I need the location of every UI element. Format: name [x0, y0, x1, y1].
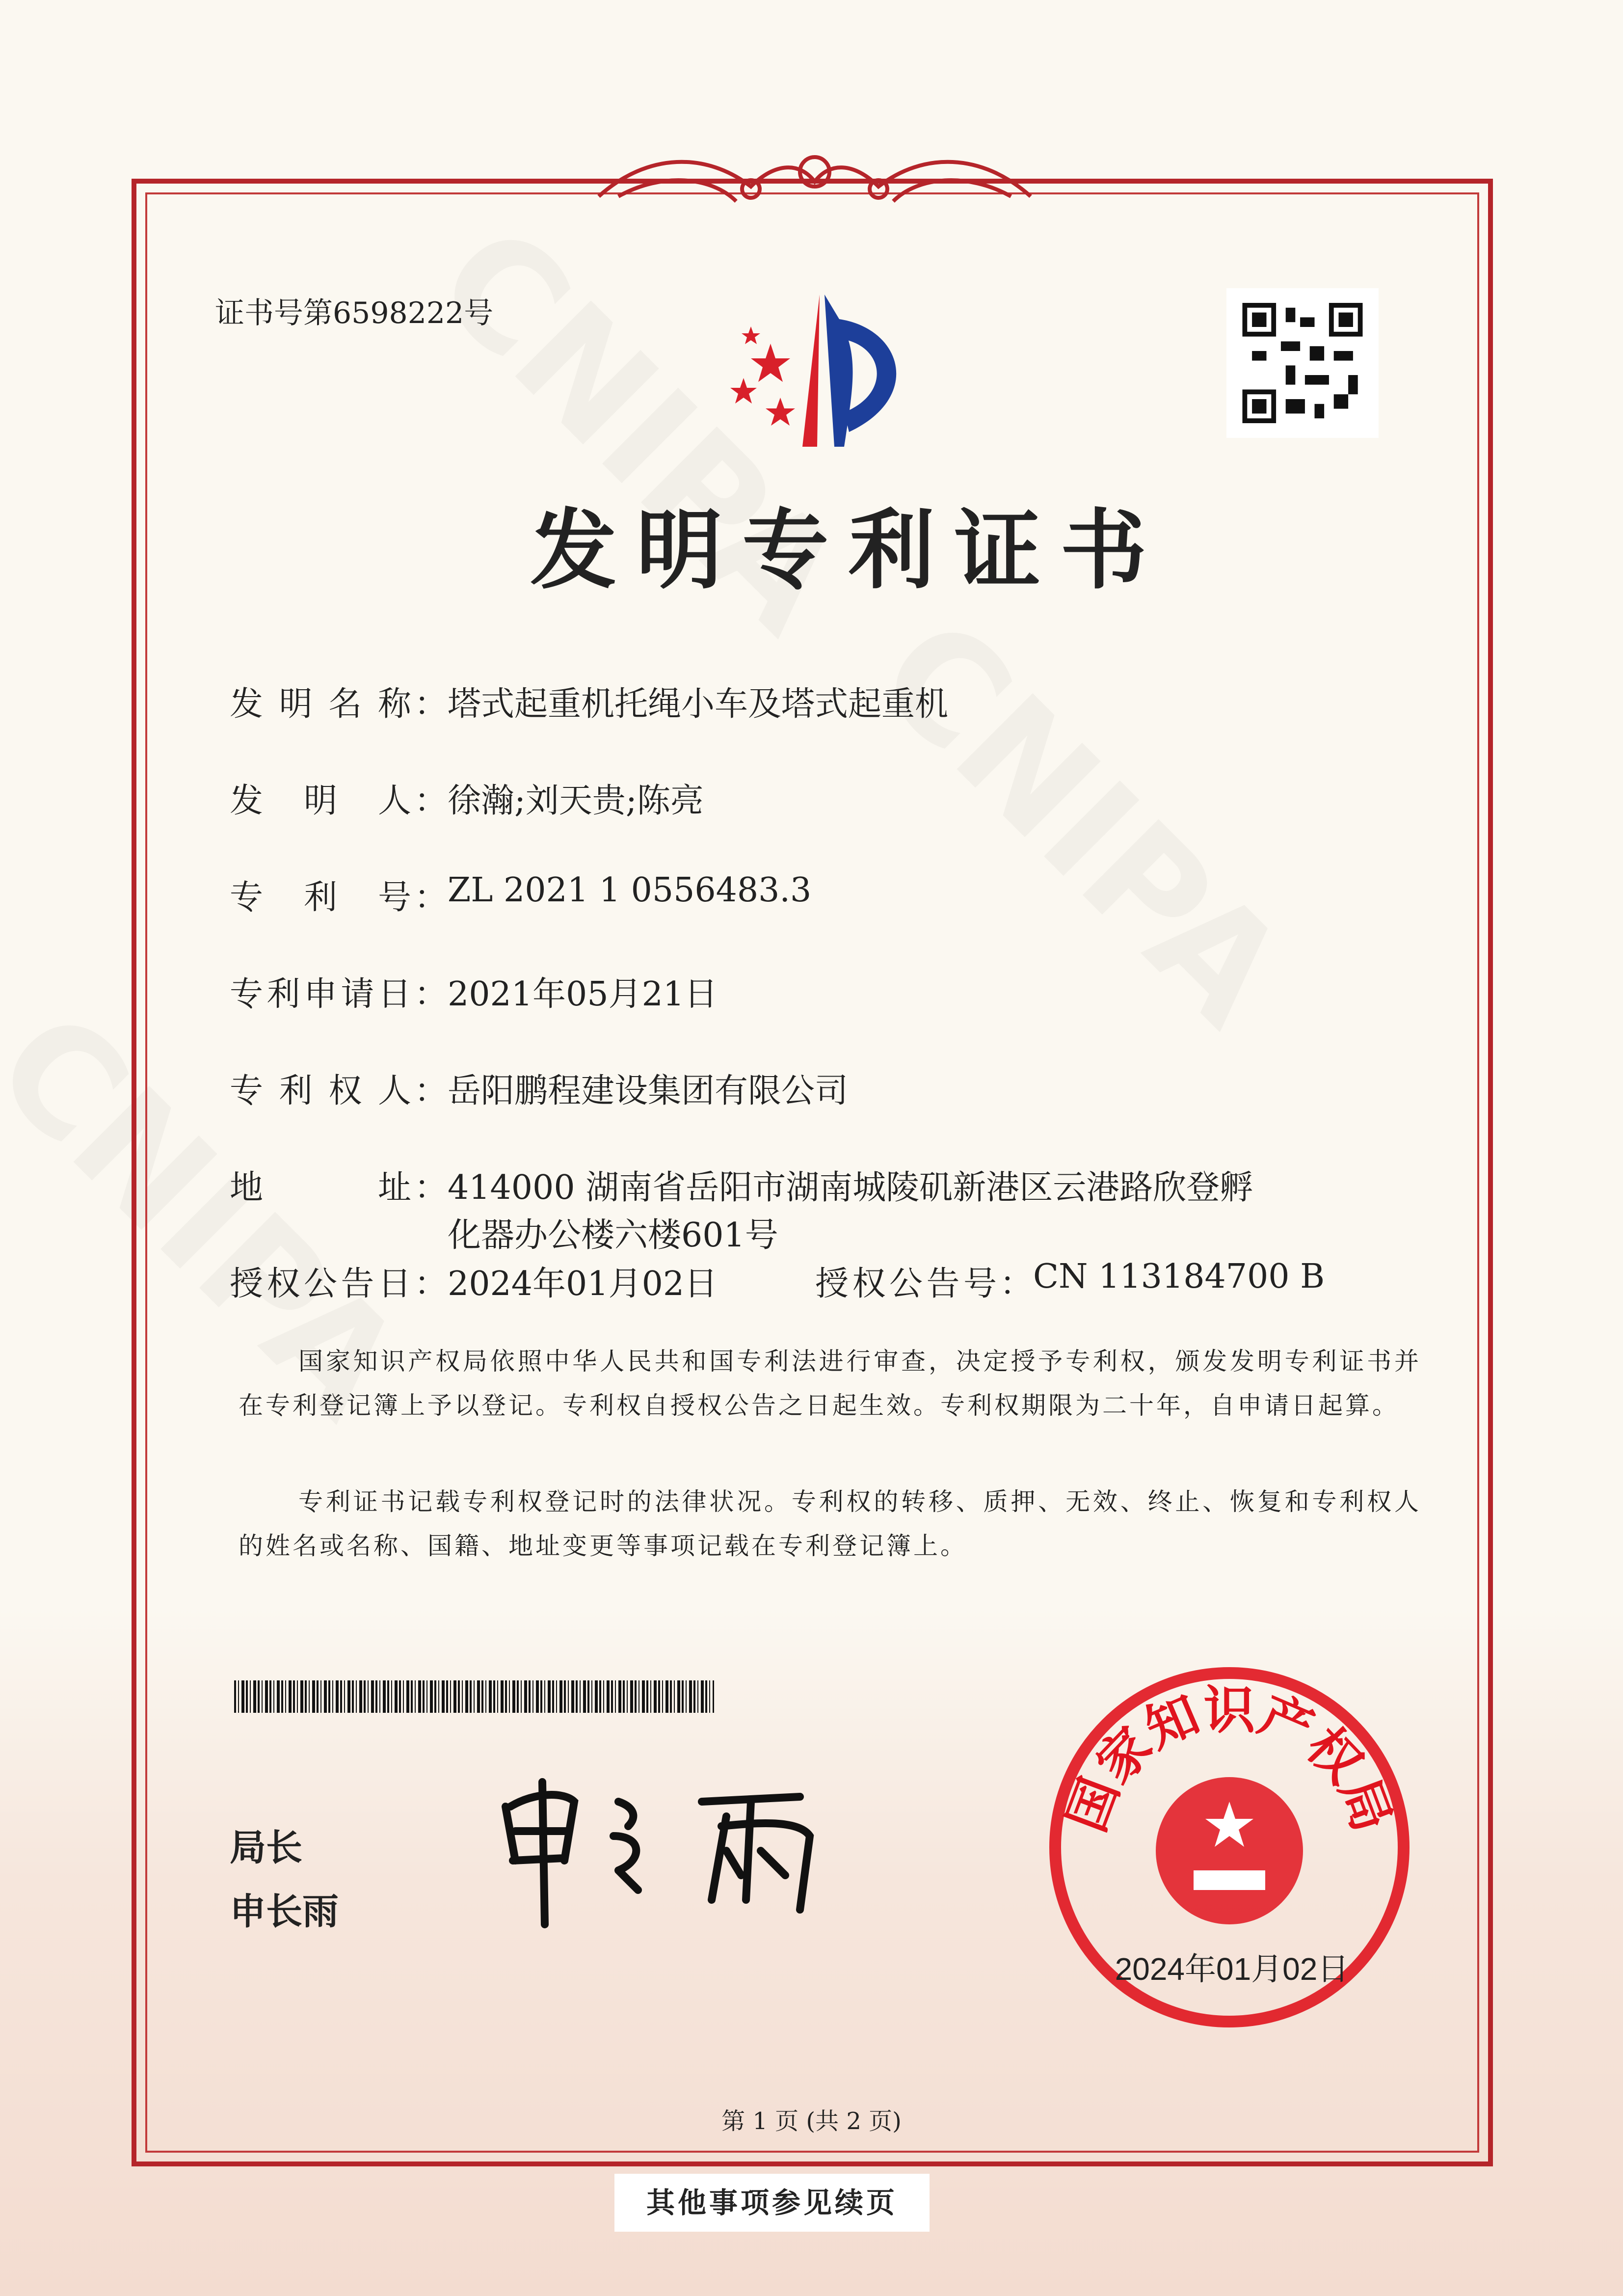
label-text — [230, 1257, 411, 1305]
label-char: 告 — [926, 1265, 960, 1303]
label-char: 授 — [815, 1265, 849, 1303]
field-value: 徐瀚;刘天贵;陈亮 — [448, 782, 704, 820]
label-text — [230, 1064, 411, 1112]
cnipa-logo-icon — [697, 285, 932, 471]
label-text — [815, 1257, 997, 1305]
field-value: 岳阳鹏程建设集团有限公司 — [448, 1072, 849, 1110]
qr-code — [1226, 288, 1379, 438]
label-text — [230, 871, 411, 918]
top-ornament-icon — [589, 142, 1040, 216]
field-label — [230, 968, 448, 1015]
continued-note: 其他事项参见续页 — [614, 2174, 930, 2232]
label-char: 称 — [377, 685, 411, 724]
label-text — [230, 968, 411, 1015]
field-value: 塔式起重机托绳小车及塔式起重机 — [448, 685, 949, 724]
chief-title: 局长 — [230, 1827, 302, 1869]
field-label — [230, 1257, 448, 1305]
field-label — [230, 677, 448, 725]
field-value: 2024年01月02日 — [448, 1265, 718, 1303]
label-char: 发 — [230, 685, 264, 724]
field-invention-name — [230, 677, 948, 725]
field-inventors — [230, 774, 704, 822]
label-char: 公 — [303, 1265, 337, 1303]
label-char: 专 — [230, 975, 264, 1014]
field-label — [230, 1064, 448, 1112]
field-value — [448, 1161, 1253, 1256]
field-address — [230, 1161, 1253, 1256]
label-char: 名 — [328, 685, 362, 724]
colon: ： — [414, 1072, 448, 1110]
page-number: 第 1 页 (共 2 页) — [721, 2107, 902, 2135]
field-application-date — [230, 968, 718, 1015]
colon: ： — [414, 878, 448, 917]
label-char: 告 — [341, 1265, 374, 1303]
label-text — [230, 1161, 411, 1256]
field-patent-number — [230, 871, 811, 918]
label-char: 公 — [889, 1265, 923, 1303]
field-grant-date — [230, 1257, 718, 1305]
address-line-2: 化器办公楼六楼601号 — [448, 1216, 778, 1255]
field-label — [230, 871, 448, 918]
field-value: ZL 2021 1 0556483.3 — [448, 871, 812, 910]
qr-code-icon — [1241, 303, 1364, 423]
field-value: CN 113184700 B — [1033, 1257, 1325, 1296]
field-patentee — [230, 1064, 848, 1112]
label-char: 发 — [230, 782, 264, 820]
label-char: 人 — [377, 1072, 411, 1110]
field-label — [815, 1257, 1033, 1305]
field-label — [230, 1161, 448, 1256]
colon: ： — [414, 685, 448, 724]
label-char: 日 — [377, 1265, 411, 1303]
colon: ： — [414, 782, 448, 820]
field-value: 2021年05月21日 — [448, 975, 718, 1014]
barcode — [234, 1680, 714, 1713]
label-char: 地 — [230, 1168, 264, 1207]
chief-name: 申长雨 — [230, 1891, 339, 1933]
label-char: 专 — [230, 878, 264, 917]
label-char: 请 — [341, 975, 374, 1014]
label-char: 权 — [852, 1265, 886, 1303]
colon: ： — [414, 1265, 448, 1303]
label-char: 权 — [266, 1265, 300, 1303]
certificate-title: 发明专利证书 — [530, 499, 1167, 601]
label-char: 利 — [279, 1072, 313, 1110]
address-line-1: 414000 湖南省岳阳市湖南城陵矶新港区云港路欣登孵 — [448, 1168, 1253, 1207]
label-char: 授 — [230, 1265, 264, 1303]
label-char: 利 — [266, 975, 300, 1014]
colon: ： — [414, 1168, 448, 1207]
label-text — [230, 677, 411, 725]
certificate-number: 证书号第6598222号 — [215, 296, 494, 330]
field-grant-number — [815, 1257, 1325, 1305]
label-char: 号 — [377, 878, 411, 917]
label-char: 权 — [328, 1072, 362, 1110]
label-char: 明 — [303, 782, 337, 820]
statement-paragraph-2: 专利证书记载专利权登记时的法律状况。专利权的转移、质押、无效、终止、恢复和专利权人的姓名或名称、国籍、地址变更等事项记载在专利登记簿上。 — [239, 1487, 1421, 1560]
label-char: 申 — [303, 975, 337, 1014]
colon: ： — [414, 975, 448, 1014]
statement-paragraph-1: 国家知识产权局依照中华人民共和国专利法进行审查，决定授予专利权，颁发发明专利证书并在专利登记簿上予以登记。专利权自授权公告之日起生效。专利权期限为二十年，自申请日起算。 — [239, 1347, 1421, 1420]
colon: ： — [999, 1265, 1033, 1303]
seal-text: 国家知识产权局 — [1056, 1680, 1403, 1839]
label-char: 明 — [279, 685, 313, 724]
label-char: 专 — [230, 1072, 264, 1110]
label-text — [230, 774, 411, 822]
label-char: 号 — [963, 1265, 997, 1303]
field-label — [230, 774, 448, 822]
seal-date: 2024年01月02日 — [1115, 1951, 1349, 1987]
label-char: 日 — [377, 975, 411, 1014]
label-char: 利 — [303, 878, 337, 917]
label-char: 人 — [377, 782, 411, 820]
label-char: 址 — [377, 1168, 411, 1207]
signature-icon — [496, 1762, 839, 1929]
